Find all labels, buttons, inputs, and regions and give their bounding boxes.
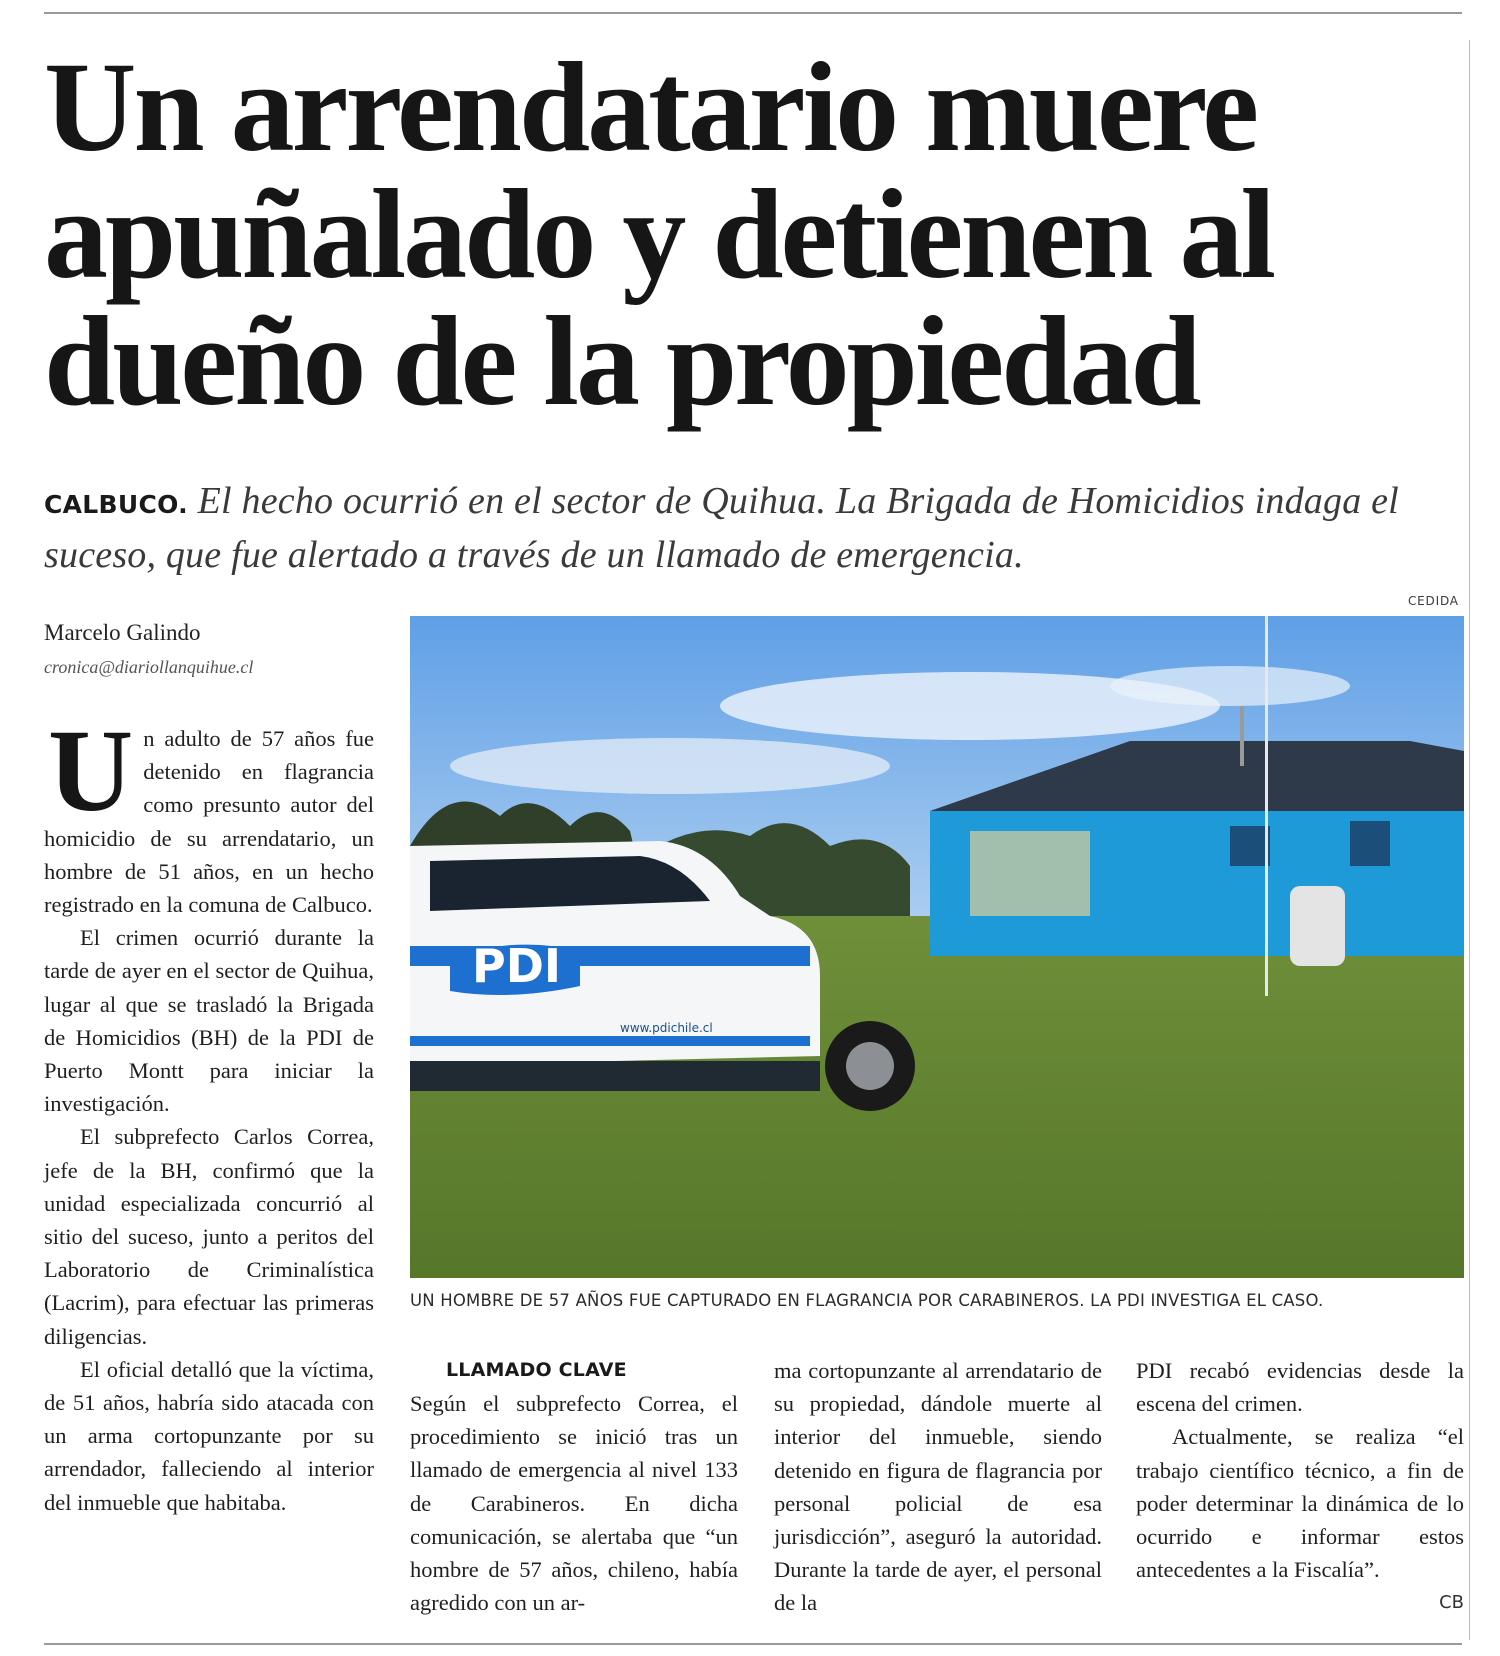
- deck-text: El hecho ocurrió en el sector de Quihua. La Brigada de Homicidios indaga el suceso, que fue alertado a través de un llamado de emergencia.: [44, 480, 1399, 576]
- photo-credit: CEDIDA: [1408, 594, 1459, 608]
- paragraph: ma cortopunzante al arrendatario de su propiedad, dándole muerte al interior del inmueble, siendo detenido en figura de flagrancia por personal policial de esa jurisdicción”, aseguró la autoridad. Durante la tarde de ayer, el personal de la: [774, 1358, 1102, 1616]
- house-window: [1350, 821, 1390, 866]
- column-1: [44, 705, 374, 1519]
- cloud: [450, 738, 890, 794]
- house-window: [1230, 826, 1270, 866]
- bottom-rule: [44, 1643, 1462, 1645]
- headline: [44, 36, 1464, 432]
- column-3: [774, 1354, 1102, 1620]
- author-name: Marcelo Galindo: [44, 620, 201, 645]
- article-photo: [410, 616, 1464, 1278]
- chimney-pipe: [1240, 706, 1244, 766]
- vehicle-pdi-label: PDI: [472, 939, 562, 993]
- column-rule: [1469, 40, 1470, 1640]
- antenna-pole: [1265, 616, 1268, 996]
- house-porch: [970, 831, 1090, 916]
- subhead: LLAMADO CLAVE: [446, 1359, 627, 1381]
- photo-illustration: [410, 616, 1464, 1278]
- top-rule: [44, 12, 1462, 14]
- vehicle-web-label: www.pdichile.cl: [620, 1021, 713, 1035]
- headline-line-1: Un arrendatario muere: [44, 36, 1257, 178]
- end-mark: CB: [1439, 1592, 1464, 1614]
- paragraph: El crimen ocurrió durante la tarde de ayer en el sector de Quihua, lugar al que se trasladó la Brigada de Homicidios (BH) de la PDI de Puerto Montt para iniciar la investigación.: [44, 925, 374, 1117]
- paragraph: PDI recabó evidencias desde la escena del crimen.: [1136, 1358, 1464, 1417]
- paragraph: El oficial detalló que la víctima, de 51 años, habría sido atacada con un arma cortopunzante por su arrendador, falleciendo al interior del inmueble que habitaba.: [44, 1356, 374, 1515]
- column-4: [1136, 1354, 1464, 1620]
- column-2: [410, 1354, 738, 1619]
- tire-stack: [1290, 886, 1345, 966]
- photo-caption: UN HOMBRE DE 57 AÑOS FUE CAPTURADO EN FLAGRANCIA POR CARABINEROS. LA PDI INVESTIGA EL CASO.: [410, 1291, 1324, 1310]
- paragraph: Según el subprefecto Correa, el procedimiento se inició tras un llamado de emergencia al nivel 133 de Carabineros. En dicha comunicación, se alertaba que “un hombre de 57 años, chileno, había agredido con un ar-: [410, 1391, 738, 1616]
- headline-line-3: dueño de la propiedad: [44, 290, 1199, 432]
- paragraph: El subprefecto Carlos Correa, jefe de la BH, confirmó que la unidad especializada concurrió al sitio del suceso, junto a peritos del Laboratorio de Criminalística (Lacrim), para efectuar las primeras diligencias.: [44, 1124, 374, 1349]
- author-email: cronica@diariollanquihue.cl: [44, 657, 254, 677]
- dropcap: U: [48, 705, 134, 836]
- cloud: [1110, 666, 1350, 706]
- headline-line-2: apuñalado y detienen al: [44, 163, 1274, 305]
- deck-place: CALBUCO.: [44, 490, 188, 519]
- paragraph: n adulto de 57 años fue detenido en flagrancia como presunto autor del homicidio de su arrendatario, un hombre de 51 años, en un hecho registrado en la comuna de Calbuco.: [44, 726, 374, 918]
- paragraph: Actualmente, se realiza “el trabajo científico técnico, a fin de poder determinar la dinámica de lo ocurrido e informar estos antecedentes a la Fiscalía”.: [1136, 1424, 1464, 1583]
- deck: [44, 476, 1424, 580]
